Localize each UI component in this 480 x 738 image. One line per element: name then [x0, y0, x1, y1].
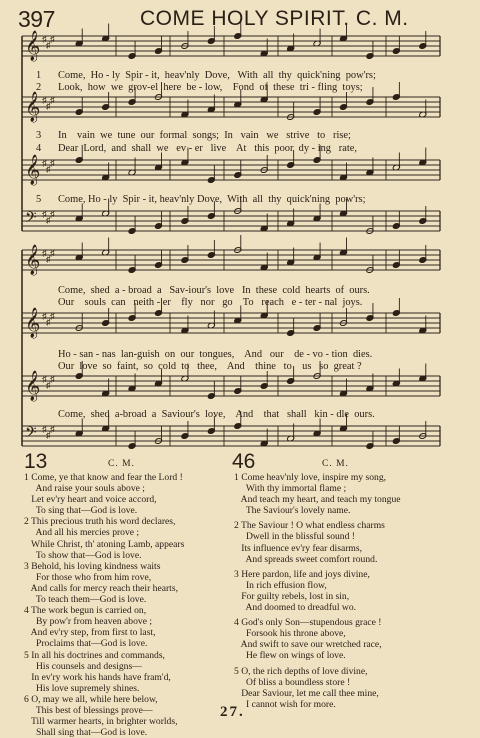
hymn-line: Shall sing that—God is love.	[24, 727, 148, 738]
sharp-symbol: ♯	[50, 248, 55, 258]
hymn-title: COME HOLY SPIRIT. C. M.	[140, 7, 409, 30]
page-number: 27.	[220, 704, 245, 720]
sharp-symbol: ♯	[42, 158, 47, 168]
sharp-symbol: ♯	[42, 311, 47, 321]
clef-symbol: 𝄞	[25, 31, 41, 61]
hymn-line: 5 O, the rich depths of love divine,	[234, 665, 368, 677]
clef-symbol: 𝄞	[25, 371, 41, 401]
hymn-line: This best of blessings prove—	[24, 704, 153, 716]
sharp-symbol: ♯	[42, 374, 47, 384]
hymn-line: And calls for mercy reach their hearts,	[24, 582, 178, 594]
hymn-line: And ev'ry step, from first to last,	[24, 627, 156, 639]
hymn-line: 6 O, may we all, while here below,	[24, 693, 158, 705]
sharp-symbol: ♯	[46, 101, 51, 111]
hymn-line: 4 God's only Son—stupendous grace !	[234, 617, 382, 629]
clef-symbol: 𝄞	[25, 308, 41, 338]
sharp-symbol: ♯	[50, 95, 55, 105]
hymn-line: By pow'r from heaven above ;	[24, 616, 153, 628]
hymn-line: The Saviour's lovely name.	[234, 505, 351, 517]
hymn-line: To show that—God is love.	[24, 549, 142, 561]
lyric-line: Ho - san - nas lan-guish on our tongues, And our de - vo - tion dies.	[58, 349, 373, 360]
hymn-line: He flew on wings of love.	[234, 650, 346, 662]
hymn-line: Dear Saviour, let me call thee mine,	[234, 687, 379, 699]
clef-symbol: 𝄢	[25, 209, 37, 230]
hymn-line: 4 The work begun is carried on,	[24, 605, 147, 617]
lyric-line: 2 Look, how we grov-el here be - low, Fond of these tri - fling toys;	[36, 82, 363, 93]
hymn-line: In ev'ry work his hands have fram'd,	[24, 671, 171, 683]
sharp-symbol: ♯	[46, 430, 51, 440]
hymn-line: And doomed to dreadful wo.	[234, 602, 357, 614]
hymn-line: Of bliss a boundless store !	[234, 676, 351, 688]
sharp-symbol: ♯	[46, 215, 51, 225]
sharp-symbol: ♯	[46, 40, 51, 50]
hymn-line: For guilty rebels, lost in sin,	[234, 590, 350, 602]
hymn-line: And teach my heart, and teach my tongue	[234, 494, 401, 506]
hymn-right-meter: C. M.	[322, 459, 349, 469]
lyric-line: 5 Come, Ho - ly Spir - it, heav'nly Dove, With all thy quick'ning pow'rs;	[36, 194, 366, 205]
clef-symbol: 𝄞	[25, 92, 41, 122]
hymn-line: Proclaims that—God is love.	[24, 638, 148, 650]
sharp-symbol: ♯	[50, 424, 55, 434]
hymn-line: To teach them—God is love.	[24, 594, 147, 606]
hymn-line: 3 Behold, his loving kindness waits	[24, 560, 161, 572]
clef-symbol: 𝄞	[25, 155, 41, 185]
hymn-line: Dwell in the blissful sound !	[234, 531, 355, 543]
hymn-line: 2 The Saviour ! O what endless charms	[234, 520, 385, 532]
sharp-symbol: ♯	[50, 158, 55, 168]
hymn-line: In rich effusion flow,	[234, 579, 327, 591]
sharp-symbol: ♯	[50, 374, 55, 384]
hymn-line: To sing that—God is love.	[24, 505, 138, 517]
lyric-line: Come, shed a - broad a Sav-iour's love In these cold hearts of ours.	[58, 285, 370, 296]
sharp-symbol: ♯	[42, 248, 47, 258]
hymn-line: 5 In all his doctrines and commands,	[24, 649, 165, 661]
hymn-line: Its influence ev'ry fear disarms,	[234, 542, 362, 554]
hymn-line: 3 Here pardon, life and joys divine,	[234, 568, 370, 580]
sharp-symbol: ♯	[42, 424, 47, 434]
hymn-right-number: 46	[232, 450, 256, 473]
sharp-symbol: ♯	[50, 311, 55, 321]
hymn-line: For those who from him rove,	[24, 571, 152, 583]
hymn-number: 397	[18, 6, 55, 32]
hymn-left-meter: C. M.	[108, 459, 135, 469]
hymn-line: And raise your souls above ;	[24, 483, 145, 495]
hymn-line: 2 This precious truth his word declares,	[24, 516, 176, 528]
clef-symbol: 𝄞	[25, 245, 41, 275]
sharp-symbol: ♯	[42, 209, 47, 219]
hymn-line: Let ev'ry heart and voice accord,	[24, 494, 157, 506]
hymn-line: His love supremely shines.	[24, 682, 140, 694]
sharp-symbol: ♯	[50, 209, 55, 219]
lyric-line: Our love so faint, so cold to thee, And thine to us so great ?	[58, 361, 362, 372]
hymn-line: 1 Come heav'nly love, inspire my song,	[234, 472, 387, 483]
hymn-line: 1 Come, ye that know and fear the Lord !	[24, 472, 183, 483]
lyric-line: 3 In vain we tune our formal songs; In vain we strive to rise;	[36, 130, 351, 141]
hymn-left-text	[24, 472, 184, 738]
sharp-symbol: ♯	[46, 380, 51, 390]
lyric-line: Come, shed a-broad a Saviour's love, And that shall kin - dle ours.	[58, 409, 375, 420]
hymn-line: Till warmer hearts, in brighter worlds,	[24, 716, 178, 728]
hymn-line: While Christ, th' atoning Lamb, appears	[24, 538, 185, 550]
lyric-line: 4 Dear Lord, and shall we ev - er live At this poor dy - ing rate,	[36, 143, 357, 154]
hymn-line: Forsook his throne above,	[234, 628, 346, 640]
sharp-symbol: ♯	[50, 34, 55, 44]
hymn-line: And spreads sweet comfort round.	[234, 553, 378, 565]
hymn-right-text	[234, 472, 401, 710]
clef-symbol: 𝄢	[25, 424, 37, 445]
lyric-line: Our souls can neith - er fly nor go To reach e - ter - nal joys.	[58, 297, 363, 308]
sharp-symbol: ♯	[42, 95, 47, 105]
hymn-line: With thy immortal flame ;	[234, 483, 347, 495]
hymn-line: And swift to save our wretched race,	[234, 639, 382, 651]
hymn-left-number: 13	[24, 450, 48, 473]
sharp-symbol: ♯	[46, 317, 51, 327]
hymn-line: His counsels and designs—	[24, 660, 142, 672]
sharp-symbol: ♯	[42, 34, 47, 44]
sharp-symbol: ♯	[46, 254, 51, 264]
sharp-symbol: ♯	[46, 164, 51, 174]
hymn-line: And all his mercies prove ;	[24, 527, 140, 539]
hymn-line: I cannot wish for more.	[234, 698, 336, 710]
lyric-line: 1 Come, Ho - ly Spir - it, heav'nly Dove, With all thy quick'ning pow'rs;	[36, 70, 376, 81]
